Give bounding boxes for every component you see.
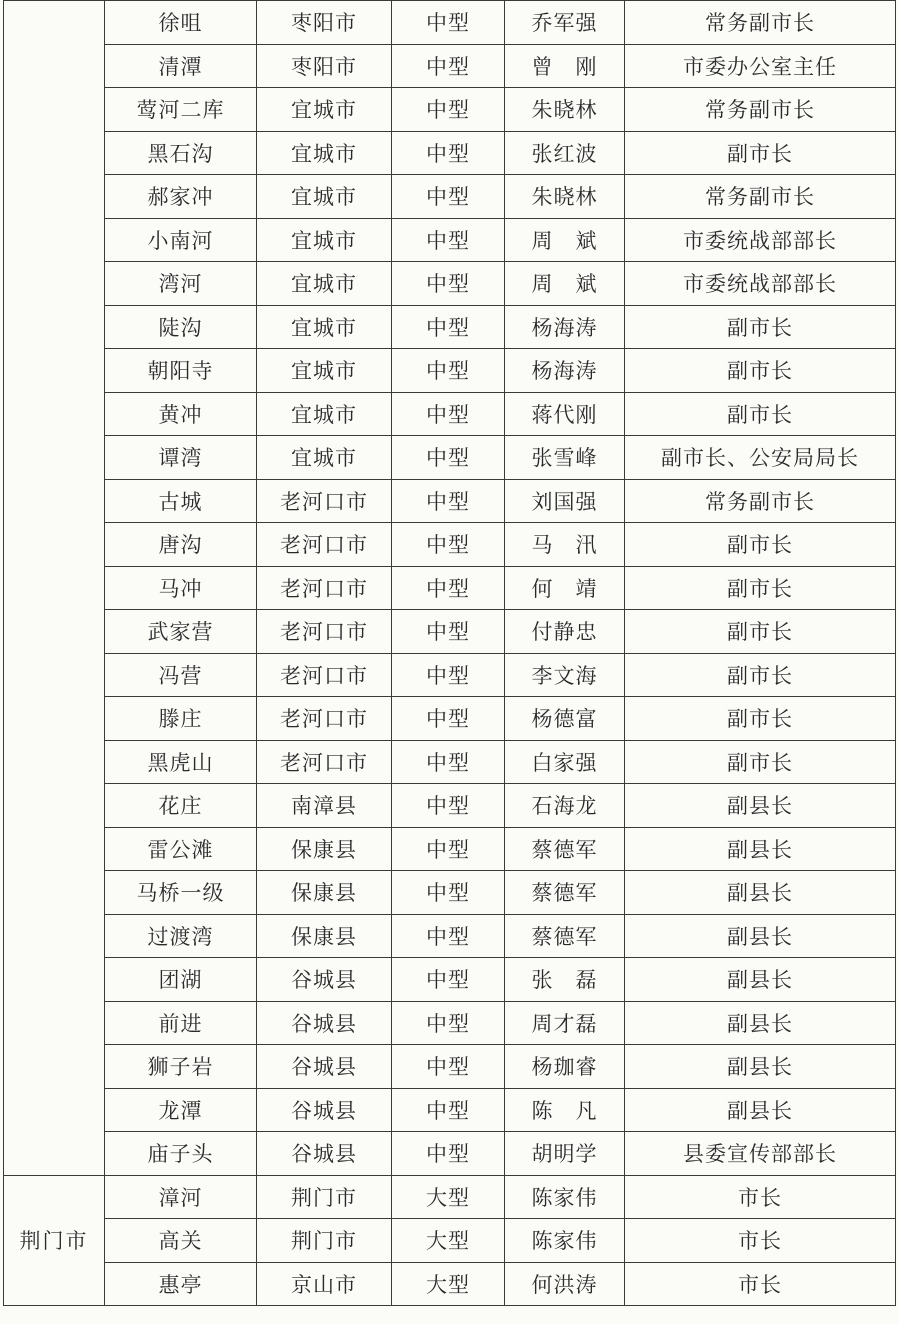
reservoir-name-cell: 朝阳寺 xyxy=(105,349,257,393)
table-row xyxy=(4,1132,896,1176)
reservoir-name-cell: 前进 xyxy=(105,1001,257,1045)
position-title-cell: 副市长 xyxy=(625,653,896,697)
responsible-person-cell: 胡明学 xyxy=(505,1132,625,1176)
position-title-cell: 副市长 xyxy=(625,131,896,175)
location-cell: 老河口市 xyxy=(257,523,392,567)
location-cell: 宜城市 xyxy=(257,175,392,219)
table-row xyxy=(4,262,896,306)
position-title-cell: 副市长 xyxy=(625,305,896,349)
scale-cell: 中型 xyxy=(392,479,505,523)
location-cell: 谷城县 xyxy=(257,958,392,1002)
location-cell: 保康县 xyxy=(257,827,392,871)
reservoir-name-cell: 花庄 xyxy=(105,784,257,828)
responsible-person-cell: 马 汛 xyxy=(505,523,625,567)
table-row xyxy=(4,1045,896,1089)
scale-cell: 中型 xyxy=(392,175,505,219)
responsible-person-cell: 刘国强 xyxy=(505,479,625,523)
responsible-person-cell: 乔军强 xyxy=(505,1,625,45)
reservoir-name-cell: 过渡湾 xyxy=(105,914,257,958)
scale-cell: 中型 xyxy=(392,1088,505,1132)
scale-cell: 中型 xyxy=(392,740,505,784)
responsible-person-cell: 周才磊 xyxy=(505,1001,625,1045)
table-row xyxy=(4,305,896,349)
position-title-cell: 市长 xyxy=(625,1219,896,1263)
scale-cell: 中型 xyxy=(392,131,505,175)
scale-cell: 中型 xyxy=(392,1,505,45)
scale-cell: 中型 xyxy=(392,392,505,436)
position-title-cell: 副县长 xyxy=(625,827,896,871)
scale-cell: 大型 xyxy=(392,1175,505,1219)
responsible-person-cell: 蔡德军 xyxy=(505,827,625,871)
table-row xyxy=(4,1,896,45)
table-row xyxy=(4,131,896,175)
reservoir-name-cell: 唐沟 xyxy=(105,523,257,567)
responsible-person-cell: 张 磊 xyxy=(505,958,625,1002)
reservoir-name-cell: 马桥一级 xyxy=(105,871,257,915)
reservoir-name-cell: 冯营 xyxy=(105,653,257,697)
reservoir-name-cell: 武家营 xyxy=(105,610,257,654)
table-row xyxy=(4,653,896,697)
reservoir-name-cell: 黑虎山 xyxy=(105,740,257,784)
scale-cell: 中型 xyxy=(392,1001,505,1045)
position-title-cell: 副县长 xyxy=(625,958,896,1002)
position-title-cell: 市委统战部部长 xyxy=(625,262,896,306)
location-cell: 枣阳市 xyxy=(257,44,392,88)
region-cell: 荆门市 xyxy=(4,1175,105,1306)
location-cell: 老河口市 xyxy=(257,479,392,523)
position-title-cell: 市委统战部部长 xyxy=(625,218,896,262)
location-cell: 宜城市 xyxy=(257,392,392,436)
table-row xyxy=(4,523,896,567)
scale-cell: 中型 xyxy=(392,610,505,654)
position-title-cell: 市委办公室主任 xyxy=(625,44,896,88)
position-title-cell: 副县长 xyxy=(625,1001,896,1045)
scale-cell: 中型 xyxy=(392,44,505,88)
responsible-person-cell: 白家强 xyxy=(505,740,625,784)
reservoir-name-cell: 黑石沟 xyxy=(105,131,257,175)
table-row xyxy=(4,1001,896,1045)
position-title-cell: 副市长 xyxy=(625,392,896,436)
position-title-cell: 副县长 xyxy=(625,871,896,915)
scale-cell: 中型 xyxy=(392,784,505,828)
scale-cell: 中型 xyxy=(392,697,505,741)
position-title-cell: 副市长 xyxy=(625,523,896,567)
table-row xyxy=(4,1262,896,1306)
scale-cell: 中型 xyxy=(392,218,505,262)
location-cell: 宜城市 xyxy=(257,88,392,132)
table-row xyxy=(4,1175,896,1219)
reservoir-name-cell: 清潭 xyxy=(105,44,257,88)
location-cell: 荆门市 xyxy=(257,1175,392,1219)
table-row xyxy=(4,784,896,828)
scale-cell: 中型 xyxy=(392,827,505,871)
location-cell: 宜城市 xyxy=(257,305,392,349)
scale-cell: 中型 xyxy=(392,566,505,610)
position-title-cell: 副县长 xyxy=(625,1088,896,1132)
location-cell: 谷城县 xyxy=(257,1132,392,1176)
location-cell: 宜城市 xyxy=(257,131,392,175)
table-row xyxy=(4,175,896,219)
position-title-cell: 副县长 xyxy=(625,1045,896,1089)
scale-cell: 中型 xyxy=(392,436,505,480)
location-cell: 老河口市 xyxy=(257,653,392,697)
position-title-cell: 县委宣传部部长 xyxy=(625,1132,896,1176)
reservoir-name-cell: 郝家冲 xyxy=(105,175,257,219)
reservoir-name-cell: 高关 xyxy=(105,1219,257,1263)
responsible-person-cell: 陈 凡 xyxy=(505,1088,625,1132)
table-row xyxy=(4,392,896,436)
table-row xyxy=(4,740,896,784)
responsible-person-cell: 陈家伟 xyxy=(505,1175,625,1219)
reservoir-name-cell: 谭湾 xyxy=(105,436,257,480)
scale-cell: 中型 xyxy=(392,88,505,132)
responsible-person-cell: 何洪涛 xyxy=(505,1262,625,1306)
responsible-person-cell: 杨海涛 xyxy=(505,349,625,393)
reservoir-name-cell: 惠亭 xyxy=(105,1262,257,1306)
table-row xyxy=(4,479,896,523)
location-cell: 南漳县 xyxy=(257,784,392,828)
scale-cell: 中型 xyxy=(392,349,505,393)
reservoir-name-cell: 莺河二库 xyxy=(105,88,257,132)
reservoir-name-cell: 马冲 xyxy=(105,566,257,610)
scale-cell: 中型 xyxy=(392,262,505,306)
position-title-cell: 副市长 xyxy=(625,349,896,393)
position-title-cell: 副市长 xyxy=(625,697,896,741)
scale-cell: 中型 xyxy=(392,1132,505,1176)
table-row xyxy=(4,566,896,610)
responsible-person-cell: 朱晓林 xyxy=(505,175,625,219)
responsible-person-cell: 石海龙 xyxy=(505,784,625,828)
reservoir-name-cell: 小南河 xyxy=(105,218,257,262)
table-row xyxy=(4,958,896,1002)
position-title-cell: 市长 xyxy=(625,1262,896,1306)
location-cell: 京山市 xyxy=(257,1262,392,1306)
position-title-cell: 常务副市长 xyxy=(625,1,896,45)
position-title-cell: 副市长 xyxy=(625,740,896,784)
scale-cell: 大型 xyxy=(392,1219,505,1263)
position-title-cell: 常务副市长 xyxy=(625,479,896,523)
location-cell: 宜城市 xyxy=(257,436,392,480)
location-cell: 保康县 xyxy=(257,914,392,958)
scale-cell: 中型 xyxy=(392,523,505,567)
position-title-cell: 副县长 xyxy=(625,784,896,828)
reservoir-name-cell: 徐咀 xyxy=(105,1,257,45)
position-title-cell: 副县长 xyxy=(625,914,896,958)
location-cell: 老河口市 xyxy=(257,566,392,610)
location-cell: 保康县 xyxy=(257,871,392,915)
location-cell: 谷城县 xyxy=(257,1001,392,1045)
table-row xyxy=(4,218,896,262)
scale-cell: 中型 xyxy=(392,958,505,1002)
table-row xyxy=(4,1088,896,1132)
table-row xyxy=(4,436,896,480)
position-title-cell: 副市长 xyxy=(625,566,896,610)
location-cell: 老河口市 xyxy=(257,740,392,784)
reservoir-name-cell: 陡沟 xyxy=(105,305,257,349)
responsible-person-cell: 蒋代刚 xyxy=(505,392,625,436)
responsible-person-cell: 周 斌 xyxy=(505,262,625,306)
table-row xyxy=(4,914,896,958)
location-cell: 宜城市 xyxy=(257,218,392,262)
location-cell: 宜城市 xyxy=(257,349,392,393)
responsible-person-cell: 杨德富 xyxy=(505,697,625,741)
responsible-person-cell: 李文海 xyxy=(505,653,625,697)
reservoir-responsibility-table xyxy=(3,0,896,1306)
table-row xyxy=(4,827,896,871)
location-cell: 谷城县 xyxy=(257,1045,392,1089)
reservoir-name-cell: 黄冲 xyxy=(105,392,257,436)
reservoir-name-cell: 漳河 xyxy=(105,1175,257,1219)
scale-cell: 中型 xyxy=(392,871,505,915)
position-title-cell: 市长 xyxy=(625,1175,896,1219)
reservoir-name-cell: 狮子岩 xyxy=(105,1045,257,1089)
responsible-person-cell: 张雪峰 xyxy=(505,436,625,480)
table-row xyxy=(4,610,896,654)
scale-cell: 中型 xyxy=(392,305,505,349)
reservoir-name-cell: 湾河 xyxy=(105,262,257,306)
reservoir-name-cell: 庙子头 xyxy=(105,1132,257,1176)
reservoir-name-cell: 滕庄 xyxy=(105,697,257,741)
position-title-cell: 常务副市长 xyxy=(625,88,896,132)
scale-cell: 中型 xyxy=(392,914,505,958)
region-cell xyxy=(4,1,105,1176)
location-cell: 老河口市 xyxy=(257,610,392,654)
scale-cell: 大型 xyxy=(392,1262,505,1306)
position-title-cell: 副市长、公安局局长 xyxy=(625,436,896,480)
responsible-person-cell: 蔡德军 xyxy=(505,914,625,958)
table-row xyxy=(4,1219,896,1263)
table-body xyxy=(4,1,896,1306)
position-title-cell: 常务副市长 xyxy=(625,175,896,219)
reservoir-name-cell: 团湖 xyxy=(105,958,257,1002)
table-row xyxy=(4,88,896,132)
responsible-person-cell: 付静忠 xyxy=(505,610,625,654)
responsible-person-cell: 朱晓林 xyxy=(505,88,625,132)
table-row xyxy=(4,697,896,741)
scale-cell: 中型 xyxy=(392,653,505,697)
location-cell: 枣阳市 xyxy=(257,1,392,45)
position-title-cell: 副市长 xyxy=(625,610,896,654)
table-row xyxy=(4,871,896,915)
responsible-person-cell: 杨海涛 xyxy=(505,305,625,349)
location-cell: 荆门市 xyxy=(257,1219,392,1263)
reservoir-name-cell: 古城 xyxy=(105,479,257,523)
location-cell: 宜城市 xyxy=(257,262,392,306)
responsible-person-cell: 曾 刚 xyxy=(505,44,625,88)
responsible-person-cell: 杨珈睿 xyxy=(505,1045,625,1089)
responsible-person-cell: 何 靖 xyxy=(505,566,625,610)
responsible-person-cell: 周 斌 xyxy=(505,218,625,262)
responsible-person-cell: 蔡德军 xyxy=(505,871,625,915)
scale-cell: 中型 xyxy=(392,1045,505,1089)
table-row xyxy=(4,349,896,393)
responsible-person-cell: 陈家伟 xyxy=(505,1219,625,1263)
location-cell: 老河口市 xyxy=(257,697,392,741)
reservoir-name-cell: 龙潭 xyxy=(105,1088,257,1132)
table-row xyxy=(4,44,896,88)
reservoir-name-cell: 雷公滩 xyxy=(105,827,257,871)
responsible-person-cell: 张红波 xyxy=(505,131,625,175)
location-cell: 谷城县 xyxy=(257,1088,392,1132)
